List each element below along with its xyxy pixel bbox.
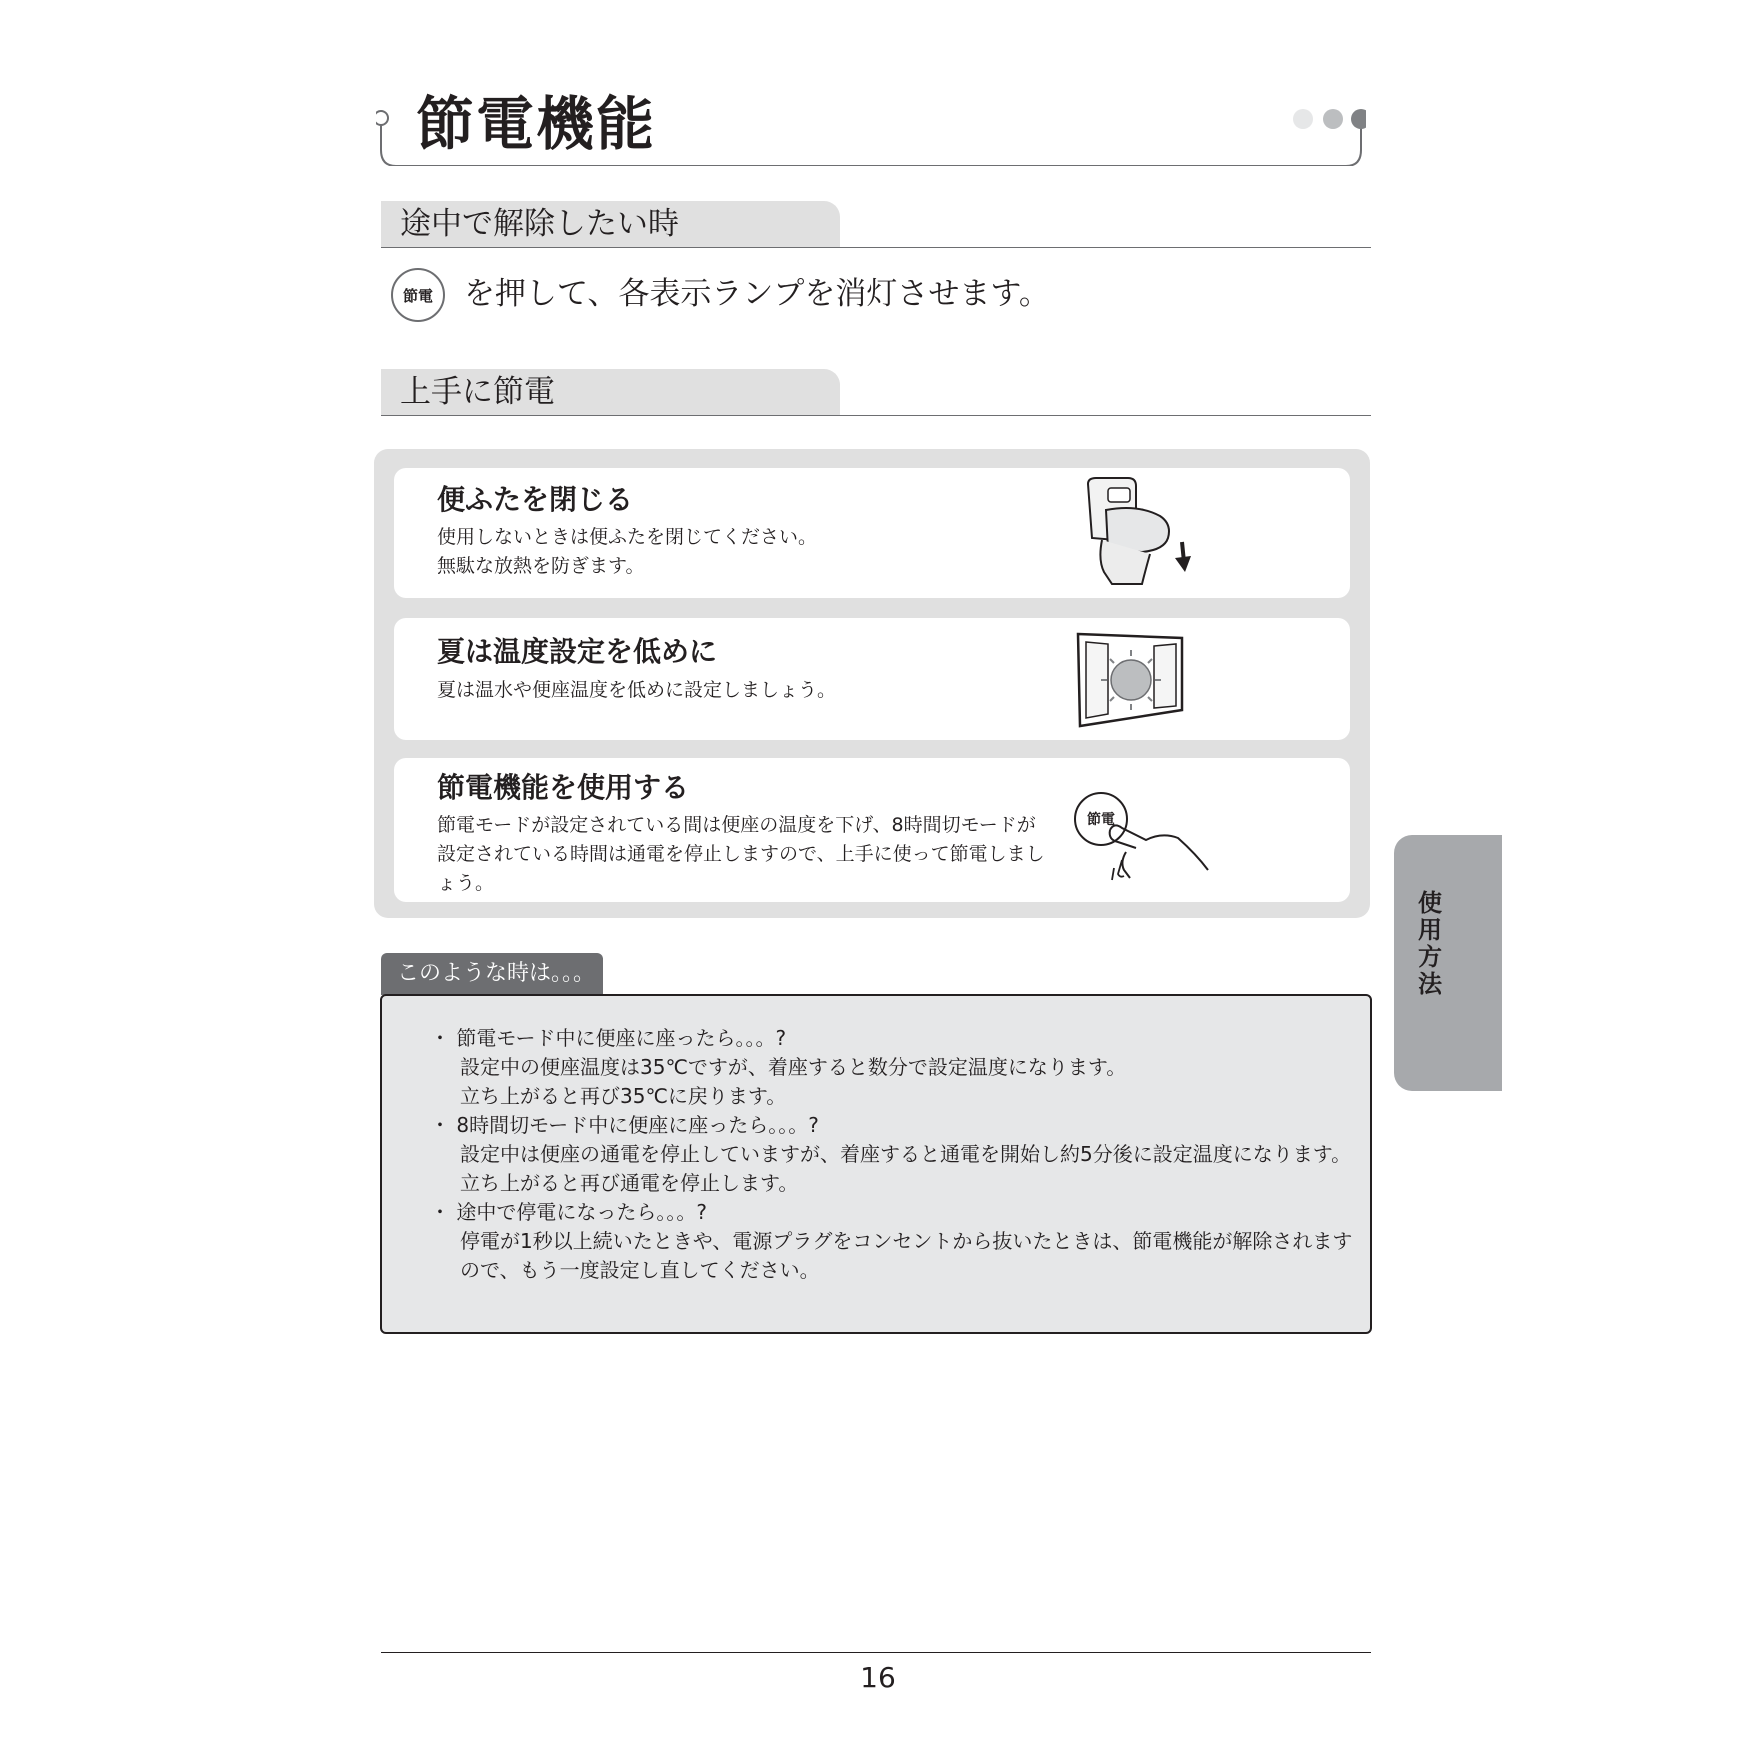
- power-save-button-icon: 節電: [1074, 792, 1128, 846]
- toilet-lid-closing-icon: [1078, 476, 1208, 590]
- cancel-instruction: を押して、各表示ランプを消灯させます。: [464, 276, 1050, 312]
- tip-description: 夏は温水や便座温度を低めに設定しましょう。: [437, 679, 837, 701]
- note-question: ・ 節電モード中に便座に座ったら。。。?: [430, 1026, 787, 1050]
- section-divider: [381, 247, 1371, 248]
- section-divider: [381, 415, 1371, 416]
- progress-dot-3: [1351, 109, 1366, 129]
- note-answer: 立ち上がると再び35℃に戻ります。: [460, 1084, 787, 1108]
- section-title-tips: 上手に節電: [400, 374, 555, 410]
- progress-dot-2: [1323, 109, 1343, 129]
- footer-divider: [381, 1652, 1371, 1653]
- note-answer: 停電が1秒以上続いたときや、電源プラグをコンセントから抜いたときは、節電機能が解除されます: [460, 1229, 1353, 1253]
- note-answer: ので、もう一度設定し直してください。: [460, 1258, 820, 1282]
- note-answer: 設定中の便座温度は35℃ですが、着座すると数分で設定温度になります。: [460, 1055, 1127, 1079]
- page-title: 節電機能: [416, 90, 657, 158]
- section-title-cancel: 途中で解除したい時: [400, 206, 679, 242]
- note-question: ・ 途中で停電になったら。。。?: [430, 1200, 707, 1224]
- progress-dot-1: [1293, 109, 1313, 129]
- summer-window-sun-icon: [1074, 630, 1186, 730]
- note-answer: 設定中は便座の通電を停止していますが、着座すると通電を開始し約5分後に設定温度になります。: [460, 1142, 1352, 1166]
- tip-title: 節電機能を使用する: [437, 771, 690, 804]
- side-tab-label: 使 用 方 法: [1418, 889, 1442, 998]
- tip-description: 使用しないときは便ふたを閉じてください。 無駄な放熱を防ぎます。: [437, 526, 818, 577]
- note-answer: 立ち上がると再び通電を停止します。: [460, 1171, 799, 1195]
- tip-title: 便ふたを閉じる: [437, 483, 634, 516]
- tip-description: 節電モードが設定されている間は便座の温度を下げ、8時間切モードが 設定されている時間は通電を停止しますので、上手に使って節電しまし ょう。: [437, 814, 1045, 894]
- notes-tab-label: このような時は。。。: [397, 961, 596, 986]
- note-question: ・ 8時間切モード中に便座に座ったら。。。?: [430, 1113, 819, 1137]
- power-save-button-icon: 節電: [391, 268, 445, 322]
- pressing-hand-icon: [1106, 818, 1212, 888]
- page-number: 16: [860, 1661, 896, 1694]
- tip-title: 夏は温度設定を低めに: [437, 635, 718, 668]
